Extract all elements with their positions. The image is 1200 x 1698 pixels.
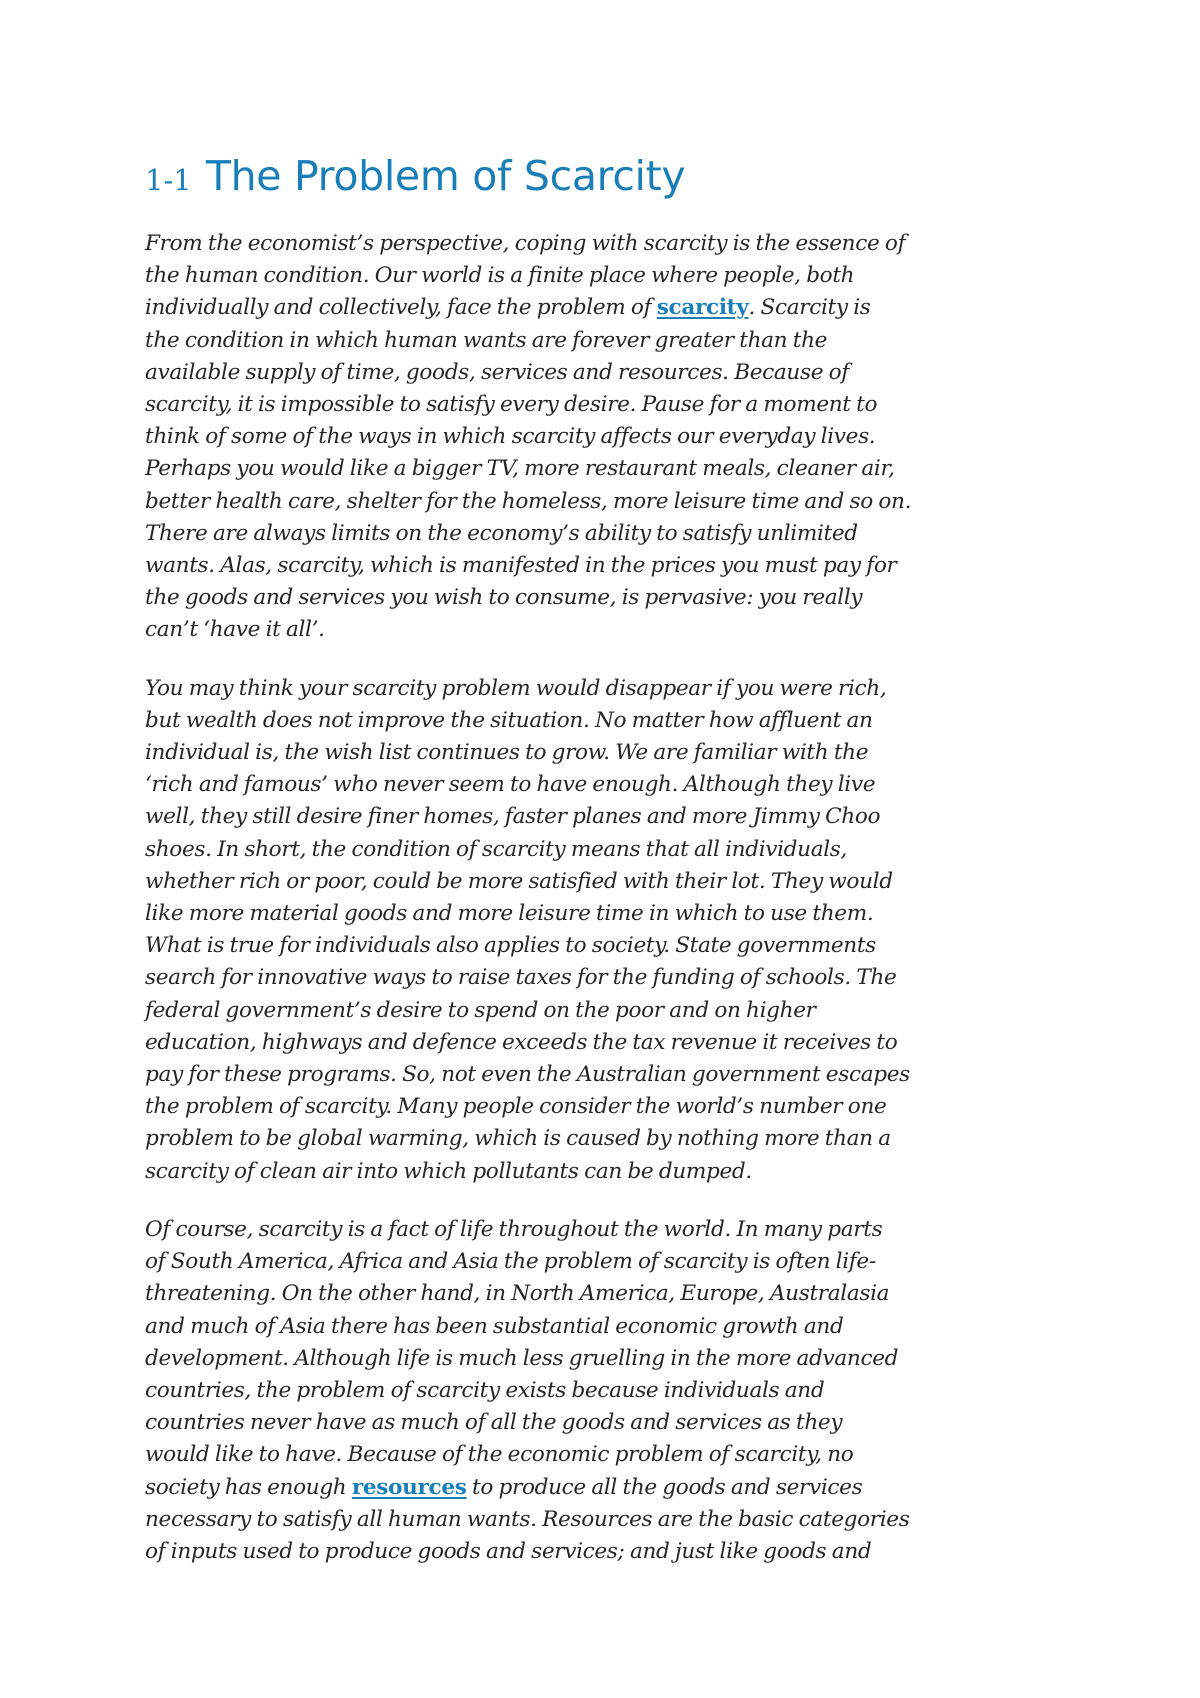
text-line: the condition in which human wants are forever greater than the: [145, 327, 828, 353]
text-line: like more material goods and more leisure time in which to use them.: [145, 901, 874, 927]
text-line: available supply of time, goods, services and resources. Because of: [145, 359, 849, 385]
text-line: Perhaps you would like a bigger TV, more restaurant meals, cleaner air,: [145, 456, 895, 482]
text-line: ‘rich and famous’ who never seem to have enough. Although they live: [145, 772, 876, 798]
text-line: of South America, Africa and Asia the problem of scarcity is often life-: [145, 1249, 876, 1275]
text-line: of inputs used to produce goods and services; and just like goods and: [145, 1538, 872, 1564]
text-line: necessary to satisfy all human wants. Resources are the basic categories: [145, 1506, 910, 1532]
text-line: better health care, shelter for the homeless, more leisure time and so on.: [145, 488, 912, 514]
text-line: What is true for individuals also applies to society. State governments: [145, 933, 876, 959]
text-line: would like to have. Because of the economic problem of scarcity, no: [145, 1442, 854, 1468]
text-line: There are always limits on the economy’s ability to satisfy unlimited: [145, 520, 858, 546]
text-line: You may think your scarcity problem would disappear if you were rich,: [145, 675, 887, 701]
text-line: can’t ‘have it all’.: [145, 617, 325, 643]
text-line: the problem of scarcity. Many people consider the world’s number one: [145, 1094, 887, 1120]
text-line: the goods and services you wish to consume, is pervasive: you really: [145, 585, 863, 611]
keyword-link-resources[interactable]: resources: [351, 1474, 467, 1500]
text-line: development. Although life is much less gruelling in the more advanced: [145, 1345, 899, 1371]
paragraph: [145, 228, 975, 647]
text-line: Of course, scarcity is a fact of life throughout the world. In many parts: [145, 1216, 883, 1242]
body-text: [145, 228, 975, 1568]
text-line: individual is, the wish list continues to grow. We are familiar with the: [145, 740, 869, 766]
text-line: pay for these programs. So, not even the Australian government escapes: [145, 1062, 910, 1088]
paragraph: [145, 1214, 975, 1568]
text-line: society has enough resources to produce all the goods and services: [145, 1474, 863, 1500]
text-line: the human condition. Our world is a finite place where people, both: [145, 263, 855, 289]
paragraph: [145, 673, 975, 1188]
keyword-link-scarcity[interactable]: scarcity: [656, 295, 749, 321]
text-line: well, they still desire finer homes, faster planes and more Jimmy Choo: [145, 804, 881, 830]
text-line: think of some of the ways in which scarcity affects our everyday lives.: [145, 424, 876, 450]
text-line: wants. Alas, scarcity, which is manifested in the prices you must pay for: [145, 553, 897, 579]
text-line: shoes. In short, the condition of scarcity means that all individuals,: [145, 836, 848, 862]
text-line: whether rich or poor, could be more satisfied with their lot. They would: [145, 868, 893, 894]
text-line: but wealth does not improve the situation. No matter how affluent an: [145, 707, 873, 733]
text-line: From the economist’s perspective, coping with scarcity is the essence of: [145, 231, 906, 256]
text-line: problem to be global warming, which is caused by nothing more than a: [145, 1126, 891, 1152]
text-line: scarcity, it is impossible to satisfy every desire. Pause for a moment to: [145, 392, 878, 418]
text-line: search for innovative ways to raise taxes for the funding of schools. The: [145, 965, 897, 991]
text-line: countries, the problem of scarcity exists because individuals and: [145, 1377, 825, 1403]
section-heading: [145, 148, 975, 208]
section-number: 1-1: [145, 163, 192, 197]
text-line: scarcity of clean air into which pollutants can be dumped.: [145, 1158, 752, 1184]
text-line: federal government’s desire to spend on the poor and on higher: [145, 997, 816, 1023]
text-line: threatening. On the other hand, in North America, Europe, Australasia: [145, 1281, 890, 1307]
document-content: [145, 148, 975, 1594]
section-title: The Problem of Scarcity: [205, 152, 686, 200]
text-line: and much of Asia there has been substantial economic growth and: [145, 1313, 844, 1339]
text-line: education, highways and defence exceeds the tax revenue it receives to: [145, 1029, 898, 1055]
text-line: countries never have as much of all the goods and services as they: [145, 1410, 843, 1436]
text-line: individually and collectively, face the problem of scarcity. Scarcity is: [145, 295, 871, 321]
